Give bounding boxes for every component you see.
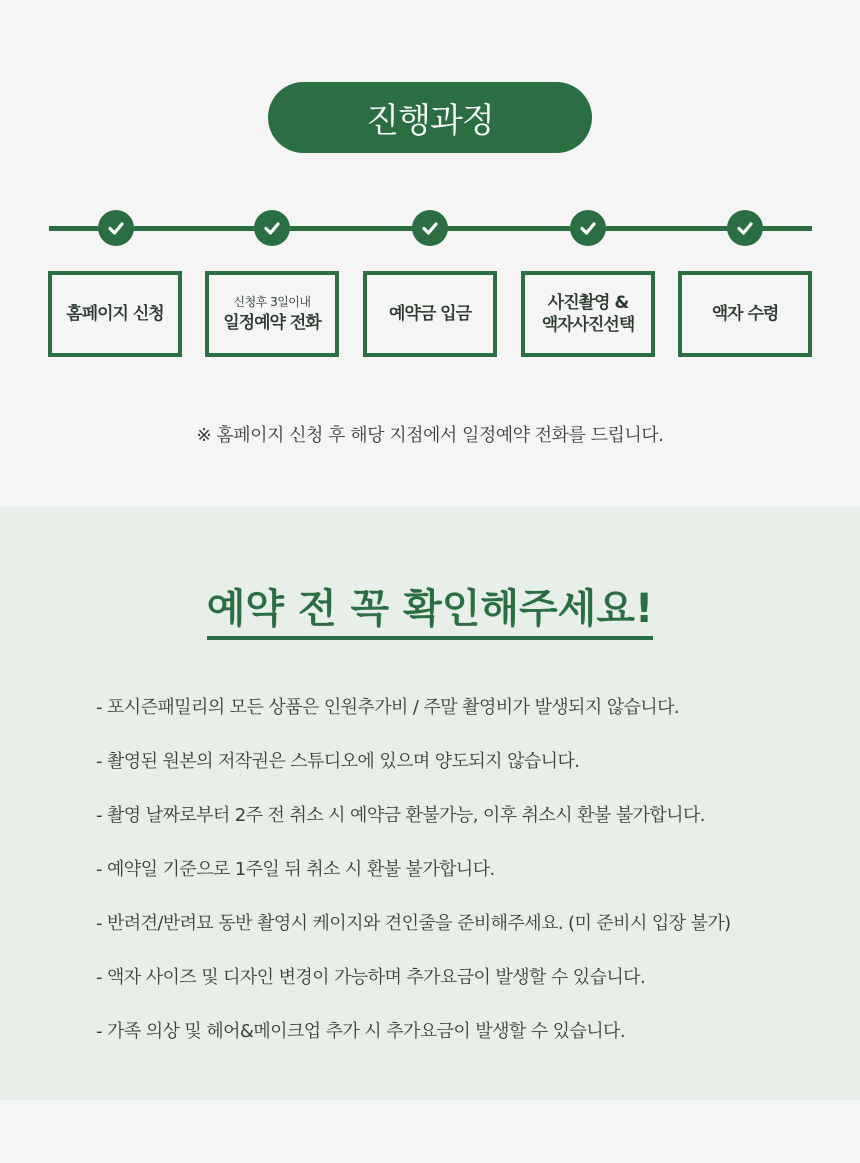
list-item: - 촬영 날짜로부터 2주 전 취소 시 예약금 환불가능, 이후 취소시 환불 불가합니다. — [96, 805, 705, 826]
step-box-5 — [678, 271, 812, 357]
list-item: - 가족 의상 및 헤어&메이크업 추가 시 추가요금이 발생할 수 있습니다. — [96, 1021, 625, 1042]
list-item: - 액자 사이즈 및 디자인 변경이 가능하며 추가요금이 발생할 수 있습니다. — [96, 967, 646, 988]
check-icon — [570, 210, 606, 246]
step-box-4 — [521, 271, 655, 357]
process-title: 진행과정 — [268, 82, 592, 153]
step-label: 홈페이지 신청 — [66, 304, 164, 324]
notice-heading: 예약 전 꼭 확인해주세요! — [207, 584, 653, 640]
step-box-1 — [48, 271, 182, 357]
list-item: - 촬영된 원본의 저작권은 스튜디오에 있으며 양도되지 않습니다. — [96, 751, 580, 772]
check-icon — [727, 210, 763, 246]
step-label: 일정예약 전화 — [223, 313, 321, 333]
step-label: 예약금 입금 — [388, 304, 472, 324]
check-icon — [412, 210, 448, 246]
step-label: 사진촬영 & 액자사진선택 — [541, 293, 635, 335]
notice-heading-wrap — [0, 584, 860, 640]
step-sublabel: 신청후 3일이내 — [233, 295, 311, 309]
step-box-3 — [363, 271, 497, 357]
list-item: - 포시즌패밀리의 모든 상품은 인원추가비 / 주말 촬영비가 발생되지 않습니다. — [96, 697, 680, 718]
step-label: 액자 수령 — [711, 304, 779, 324]
notice-list — [96, 694, 816, 1072]
check-icon — [98, 210, 134, 246]
list-item: - 예약일 기준으로 1주일 뒤 취소 시 환불 불가합니다. — [96, 859, 495, 880]
check-icon — [254, 210, 290, 246]
step-box-2 — [205, 271, 339, 357]
list-item: - 반려견/반려묘 동반 촬영시 케이지와 견인줄을 준비해주세요. (미 준비시 입장 불가) — [96, 913, 731, 934]
process-note: ※ 홈페이지 신청 후 해당 지점에서 일정예약 전화를 드립니다. — [196, 425, 664, 446]
